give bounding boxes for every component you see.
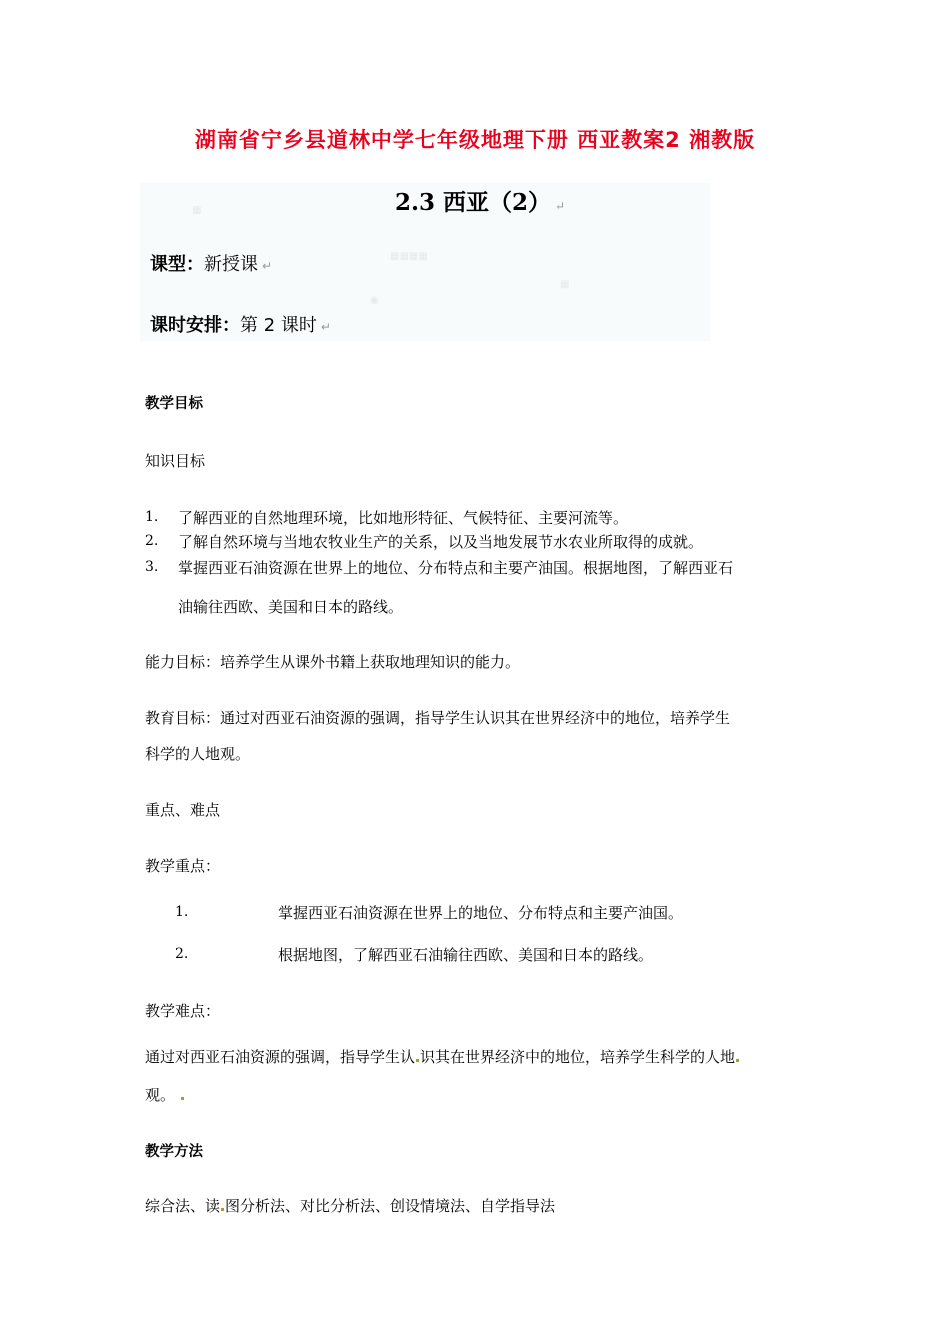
lesson-title: 2.3 西亚（2） ↵ [395,189,566,216]
difficult-line1: 通过对西亚石油资源的强调，指导学生认 识其在世界经济中的地位，培养学生科学的人地 [145,1046,740,1067]
knowledge-heading: 知识目标 [145,452,206,470]
education-objective-line2: 科学的人地观。 [145,745,251,763]
list-item: 了解西亚的自然地理环境，比如地形特征、气候特征、主要河流等。 [178,509,629,527]
course-type-label: 课型： [150,254,204,275]
key-points-heading: 重点、难点 [145,801,221,819]
list-item-number: 1. [175,904,189,920]
list-item: 根据地图，了解西亚石油输往西欧、美国和日本的路线。 [278,946,654,964]
methods-heading: 教学方法 [145,1144,203,1160]
difficult-line2: 观。 [145,1084,185,1105]
methods-text: 综合法、读 图分析法、对比分析法、创设情境法、自学指导法 [145,1197,556,1215]
stray-dot [736,1059,739,1062]
ability-objective: 能力目标：培养学生从课外书籍上获取地理知识的能力。 [145,653,521,671]
list-item: 掌握西亚石油资源在世界上的地位、分布特点和主要产油国。根据地图，了解西亚石 [178,559,734,577]
schedule-line [150,311,331,337]
document-title: 湖南省宁乡县道林中学七年级地理下册 西亚教案2 湘教版 [194,128,756,152]
watermark: ▦ [192,205,202,216]
course-type-line [150,250,272,276]
paragraph-mark-icon: ↵ [262,259,273,273]
stray-dot [181,1097,184,1100]
watermark: ▦ [560,279,570,290]
course-type-value: 新授课 [204,254,258,275]
paragraph-mark-icon: ↵ [320,320,331,334]
stray-dot [221,1208,224,1211]
schedule-label: 课时安排： [150,315,240,336]
education-objective-line1: 教育目标：通过对西亚石油资源的强调，指导学生认识其在世界经济中的地位，培养学生 [145,709,731,727]
schedule-value: 第 2 课时 [240,315,317,336]
list-item: 掌握西亚石油资源在世界上的地位、分布特点和主要产油国。 [278,904,684,922]
watermark: ◉ [370,295,379,306]
list-item-number: 1. [145,509,159,525]
list-item-continuation: 油输往西欧、美国和日本的路线。 [178,598,404,616]
list-item: 了解自然环境与当地农牧业生产的关系，以及当地发展节水农业所取得的成就。 [178,533,704,551]
objectives-heading: 教学目标 [145,396,203,412]
list-item-number: 2. [145,533,159,549]
paragraph-mark-icon: ↵ [555,199,566,213]
list-item-number: 2. [175,946,189,962]
stray-dot [416,1059,419,1062]
watermark: ▦▦▦▦ [390,251,428,262]
key-heading: 教学重点： [145,857,221,875]
list-item-number: 3. [145,559,159,575]
difficult-heading: 教学难点： [145,1002,221,1020]
